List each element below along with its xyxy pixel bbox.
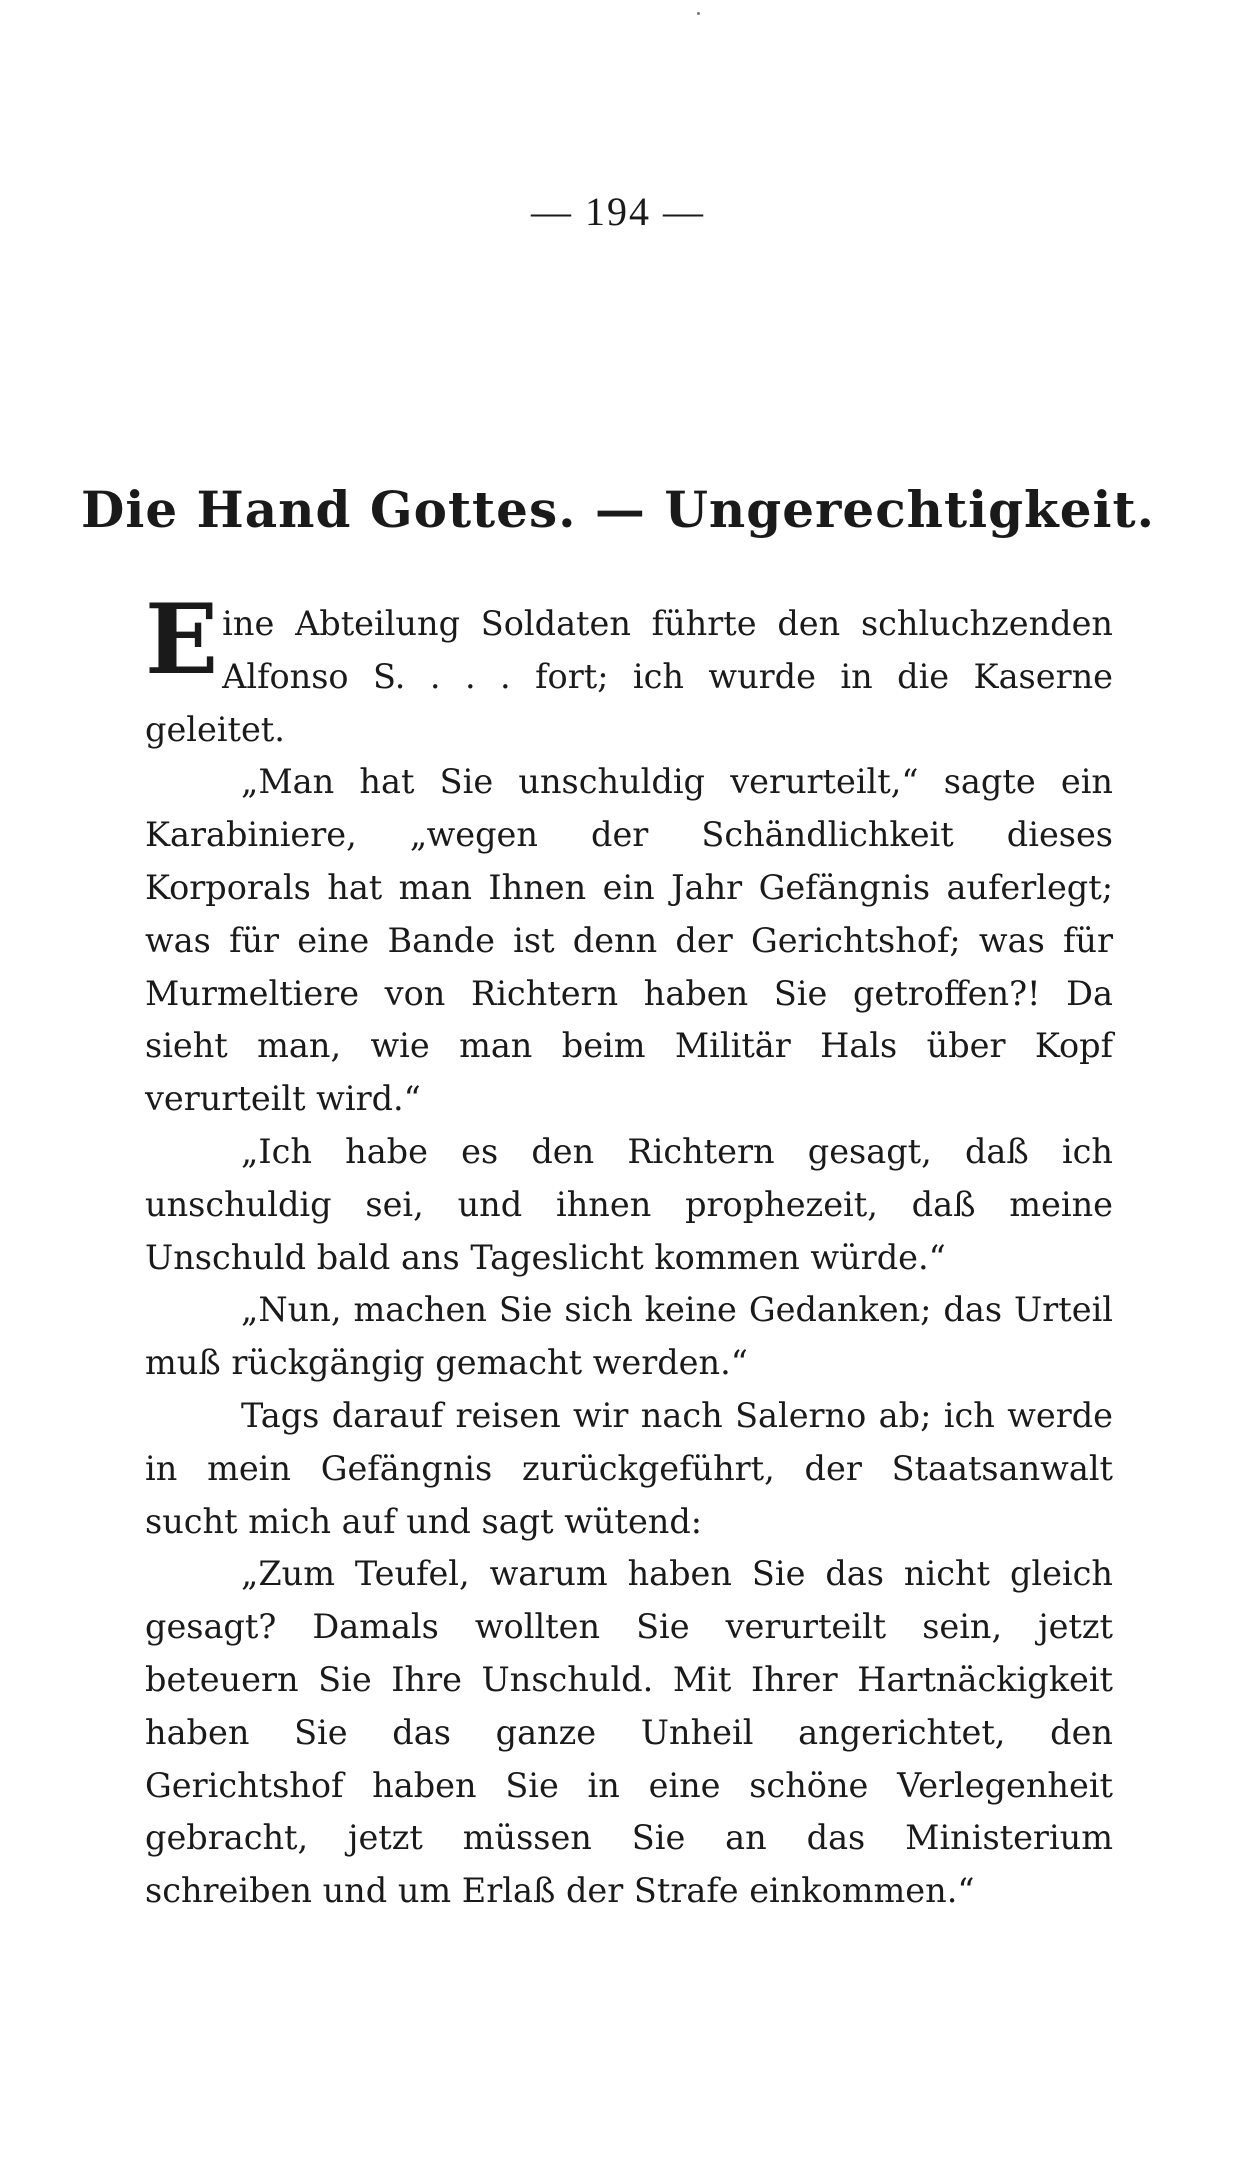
paper-speck	[697, 12, 700, 15]
body-text	[145, 583, 1113, 1918]
paragraph-2: „Man hat Sie unschuldig verurteilt,“ sagte ein Karabiniere, „wegen der Schändlichkeit dieses Korporals hat man Ihnen ein Jahr Gefängnis auferlegt; was für eine Bande ist denn der Gerichtshof; was für Murmeltiere von Richtern haben Sie getroffen?! Da sieht man, wie man beim Militär Hals über Kopf verurteilt wird.“	[145, 762, 1113, 1119]
paragraph-1	[145, 583, 1113, 756]
drop-cap: E	[145, 583, 219, 696]
paragraph-6: „Zum Teufel, warum haben Sie das nicht gleich gesagt? Damals wollten Sie verurteilt sein, jetzt beteuern Sie Ihre Unschuld. Mit Ihrer Hartnäckigkeit haben Sie das ganze Unheil angerichtet, den Gerichtshof haben Sie in eine schöne Verlegenheit gebracht, jetzt müssen Sie an das Ministerium schreiben und um Erlaß der Strafe einkommen.“	[145, 1554, 1113, 1911]
paragraph-1-text: ine Abteilung Soldaten führte den schluchzenden Alfonso S. . . . fort; ich wurde in die Kaserne geleitet.	[145, 604, 1113, 749]
chapter-title: Die Hand Gottes. — Ungerechtigkeit.	[80, 480, 1156, 539]
paragraph-3: „Ich habe es den Richtern gesagt, daß ich unschuldig sei, und ihnen prophezeit, daß meine Unschuld bald ans Tageslicht kommen würde.“	[145, 1131, 1113, 1277]
paragraph-5: Tags darauf reisen wir nach Salerno ab; ich werde in mein Gefängnis zurückgeführt, der Staatsanwalt sucht mich auf und sagt wütend:	[145, 1395, 1113, 1541]
page-number: — 194 —	[531, 189, 705, 234]
paragraph-4: „Nun, machen Sie sich keine Gedanken; das Urteil muß rückgängig gemacht werden.“	[145, 1290, 1113, 1383]
